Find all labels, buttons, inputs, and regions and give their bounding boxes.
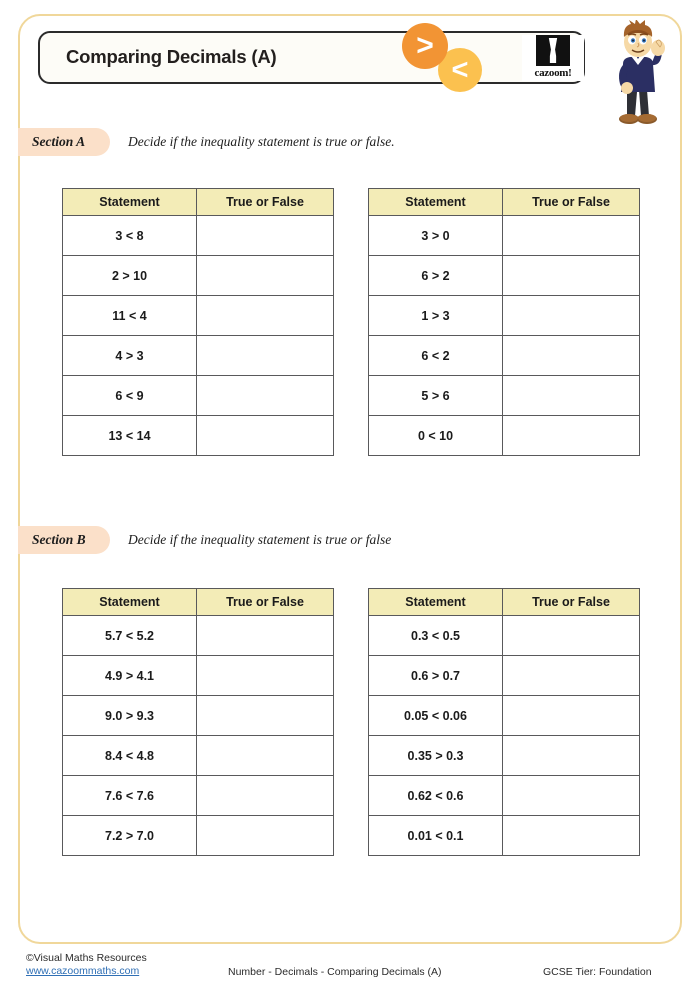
table-header-row bbox=[63, 589, 334, 616]
table-row bbox=[369, 256, 640, 296]
answer-cell[interactable] bbox=[503, 656, 640, 696]
column-header-statement: Statement bbox=[369, 189, 503, 216]
column-header-true-or-false: True or False bbox=[503, 189, 640, 216]
table-row bbox=[63, 336, 334, 376]
statement-cell: 6 < 9 bbox=[63, 376, 197, 416]
statement-cell: 0.6 > 0.7 bbox=[369, 656, 503, 696]
statement-cell: 7.2 > 7.0 bbox=[63, 816, 197, 856]
answer-cell[interactable] bbox=[197, 816, 334, 856]
table-row bbox=[369, 216, 640, 256]
column-header-statement: Statement bbox=[63, 189, 197, 216]
statement-cell: 0.35 > 0.3 bbox=[369, 736, 503, 776]
section-b-header bbox=[18, 526, 658, 554]
answer-cell[interactable] bbox=[197, 776, 334, 816]
answer-cell[interactable] bbox=[197, 216, 334, 256]
table-row bbox=[63, 296, 334, 336]
table-row bbox=[369, 776, 640, 816]
statement-cell: 7.6 < 7.6 bbox=[63, 776, 197, 816]
statement-cell: 13 < 14 bbox=[63, 416, 197, 456]
column-header-statement: Statement bbox=[369, 589, 503, 616]
table-header-row bbox=[63, 189, 334, 216]
section-a-label: Section A bbox=[32, 134, 86, 149]
table-row bbox=[63, 256, 334, 296]
table-row bbox=[369, 816, 640, 856]
answer-cell[interactable] bbox=[503, 736, 640, 776]
answer-cell[interactable] bbox=[503, 696, 640, 736]
table-header-row bbox=[369, 589, 640, 616]
answer-cell[interactable] bbox=[503, 296, 640, 336]
column-header-statement: Statement bbox=[63, 589, 197, 616]
footer-copyright-block bbox=[26, 952, 147, 978]
answer-cell[interactable] bbox=[197, 696, 334, 736]
table-row bbox=[63, 696, 334, 736]
section-a-table-2 bbox=[368, 188, 640, 456]
answer-cell[interactable] bbox=[197, 296, 334, 336]
table-row bbox=[369, 616, 640, 656]
answer-cell[interactable] bbox=[197, 336, 334, 376]
footer-topic: Number - Decimals - Comparing Decimals (A) bbox=[228, 966, 442, 978]
page-title: Comparing Decimals (A) bbox=[66, 46, 277, 67]
section-b-table-1 bbox=[62, 588, 334, 856]
answer-cell[interactable] bbox=[197, 416, 334, 456]
answer-cell[interactable] bbox=[197, 376, 334, 416]
statement-cell: 1 > 3 bbox=[369, 296, 503, 336]
table-row bbox=[369, 736, 640, 776]
statement-cell: 6 < 2 bbox=[369, 336, 503, 376]
less-than-symbol: < bbox=[451, 53, 469, 86]
section-b-table-2 bbox=[368, 588, 640, 856]
table-row bbox=[63, 776, 334, 816]
table-header-row bbox=[369, 189, 640, 216]
table-row bbox=[63, 376, 334, 416]
answer-cell[interactable] bbox=[503, 616, 640, 656]
worksheet-footer bbox=[0, 952, 700, 990]
statement-cell: 0.05 < 0.06 bbox=[369, 696, 503, 736]
statement-cell: 0 < 10 bbox=[369, 416, 503, 456]
answer-cell[interactable] bbox=[503, 376, 640, 416]
statement-cell: 9.0 > 9.3 bbox=[63, 696, 197, 736]
answer-cell[interactable] bbox=[503, 336, 640, 376]
table-row bbox=[369, 336, 640, 376]
cazoom-logo-vase-shape bbox=[547, 38, 560, 63]
statement-cell: 0.3 < 0.5 bbox=[369, 616, 503, 656]
cazoom-logo-wordmark: cazoom! bbox=[534, 67, 572, 79]
section-a-instruction: Decide if the inequality statement is true or false. bbox=[128, 134, 395, 149]
statement-cell: 0.62 < 0.6 bbox=[369, 776, 503, 816]
title-box bbox=[38, 31, 585, 84]
footer-tier: GCSE Tier: Foundation bbox=[543, 966, 652, 978]
section-a-table-1 bbox=[62, 188, 334, 456]
statement-cell: 5.7 < 5.2 bbox=[63, 616, 197, 656]
section-a-header bbox=[18, 128, 658, 156]
statement-cell: 6 > 2 bbox=[369, 256, 503, 296]
column-header-true-or-false: True or False bbox=[503, 589, 640, 616]
answer-cell[interactable] bbox=[503, 816, 640, 856]
worksheet-header bbox=[38, 28, 668, 138]
table-row bbox=[63, 736, 334, 776]
statement-cell: 8.4 < 4.8 bbox=[63, 736, 197, 776]
cazoom-logo bbox=[522, 35, 584, 81]
answer-cell[interactable] bbox=[197, 256, 334, 296]
statement-cell: 3 < 8 bbox=[63, 216, 197, 256]
table-row bbox=[63, 216, 334, 256]
answer-cell[interactable] bbox=[197, 656, 334, 696]
statement-cell: 11 < 4 bbox=[63, 296, 197, 336]
statement-cell: 4.9 > 4.1 bbox=[63, 656, 197, 696]
answer-cell[interactable] bbox=[503, 256, 640, 296]
table-row bbox=[63, 416, 334, 456]
table-row bbox=[369, 376, 640, 416]
statement-cell: 4 > 3 bbox=[63, 336, 197, 376]
greater-than-symbol: > bbox=[416, 29, 434, 62]
cazoom-logo-mark-icon bbox=[536, 35, 570, 66]
table-row bbox=[63, 616, 334, 656]
statement-cell: 3 > 0 bbox=[369, 216, 503, 256]
column-header-true-or-false: True or False bbox=[197, 189, 334, 216]
table-row bbox=[369, 296, 640, 336]
table-row bbox=[369, 696, 640, 736]
table-row bbox=[369, 656, 640, 696]
answer-cell[interactable] bbox=[503, 416, 640, 456]
greater-than-badge-icon bbox=[402, 23, 448, 69]
mascot-boy-thumbs-up-icon bbox=[603, 20, 671, 132]
column-header-true-or-false: True or False bbox=[197, 589, 334, 616]
table-row bbox=[369, 416, 640, 456]
answer-cell[interactable] bbox=[503, 776, 640, 816]
answer-cell[interactable] bbox=[503, 216, 640, 256]
section-b-instruction: Decide if the inequality statement is true or false bbox=[128, 532, 392, 547]
footer-website-link[interactable]: www.cazoommaths.com bbox=[26, 965, 140, 977]
statement-cell: 2 > 10 bbox=[63, 256, 197, 296]
table-row bbox=[63, 816, 334, 856]
answer-cell[interactable] bbox=[197, 616, 334, 656]
statement-cell: 0.01 < 0.1 bbox=[369, 816, 503, 856]
statement-cell: 5 > 6 bbox=[369, 376, 503, 416]
footer-copyright: ©Visual Maths Resources bbox=[26, 952, 147, 964]
section-b-label: Section B bbox=[32, 532, 86, 547]
table-row bbox=[63, 656, 334, 696]
answer-cell[interactable] bbox=[197, 736, 334, 776]
